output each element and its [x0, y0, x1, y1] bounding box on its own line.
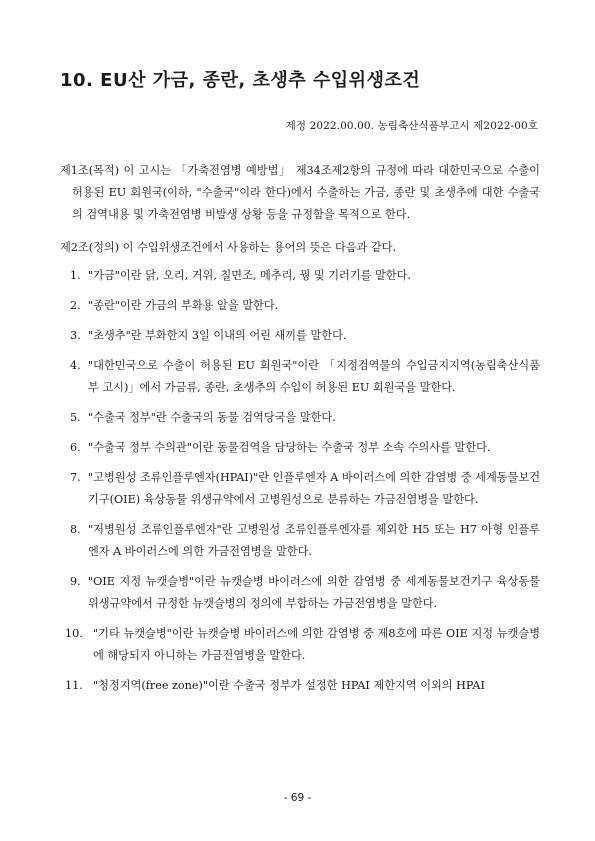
enactment-note: 제정 2022.00.00. 농림축산식품부고시 제2022-00호: [285, 120, 538, 132]
article-1-purpose: 제1조(목적) 이 고시는 「가축전염병 예방법」 제34조제2항의 규정에 따라 대한민국으로 수출이 허용된 EU 회원국(이하, "수출국"이라 한다)에서 수출하는 가금, 종란 및 초생추에 대한 수출국의 검역내용 및 가축전염병 비발생 상황 등을 규정함을 목적으로 한다.: [60, 164, 540, 221]
definition-list: [60, 265, 540, 697]
list-item: 9. "OIE 지정 뉴캣슬병"이란 뉴캣슬병 바이러스에 의한 감염병 중 세계동물보건기구 육상동물 위생규약에서 규정한 뉴캣슬병의 정의에 부합하는 가금전염병을 말한다.: [70, 575, 540, 610]
list-item: 3. "초생추"란 부화한지 3일 이내의 어린 새끼를 말한다.: [70, 329, 347, 342]
list-item: 4. "대한민국으로 수출이 허용된 EU 회원국"이란 「지정검역물의 수입금지지역(농림축산식품부 고시)」에서 가금류, 종란, 초생추의 수입이 허용된 EU 회원국을 말한다.: [70, 359, 540, 394]
list-item: 11. "청정지역(free zone)"이란 수출국 정부가 설정한 HPAI 제한지역 이외의 HPAI: [65, 679, 485, 692]
page-number: - 69 -: [283, 792, 312, 804]
list-item: 8. "저병원성 조류인플루엔자"란 고병원성 조류인플루엔자를 제외한 H5 또는 H7 아형 인플루엔자 A 바이러스에 의한 가금전염병을 말한다.: [70, 523, 540, 558]
list-item: 7. "고병원성 조류인플루엔자(HPAI)"란 인플루엔자 A 바이러스에 의한 감염병 중 세계동물보건기구(OIE) 육상동물 위생규약에서 고병원성으로 분류하는 가금전염병을 말한다.: [70, 471, 540, 506]
list-item: 10. "기타 뉴캣슬병"이란 뉴캣슬병 바이러스에 의한 감염병 중 제8호에 따른 OIE 지정 뉴캣슬병에 해당되지 아니하는 가금전염병을 말한다.: [65, 627, 540, 662]
list-item: 2. "종란"이란 가금의 부화용 알을 말한다.: [70, 299, 279, 312]
article-2-definitions: 제2조(정의) 이 수입위생조건에서 사용하는 용어의 뜻은 다음과 같다.: [60, 241, 397, 254]
list-item: 5. "수출국 정부"란 수출국의 동물 검역당국을 말한다.: [70, 411, 336, 424]
list-item: 1. "가금"이란 닭, 오리, 거위, 칠면조, 메추리, 꿩 및 기러기를 말한다.: [70, 269, 412, 282]
document-body: [60, 160, 540, 705]
list-item: 6. "수출국 정부 수의관"이란 동물검역을 담당하는 수출국 정부 소속 수의사를 말한다.: [70, 441, 491, 454]
document-title: 10. EU산 가금, 종란, 초생추 수입위생조건: [60, 70, 421, 91]
